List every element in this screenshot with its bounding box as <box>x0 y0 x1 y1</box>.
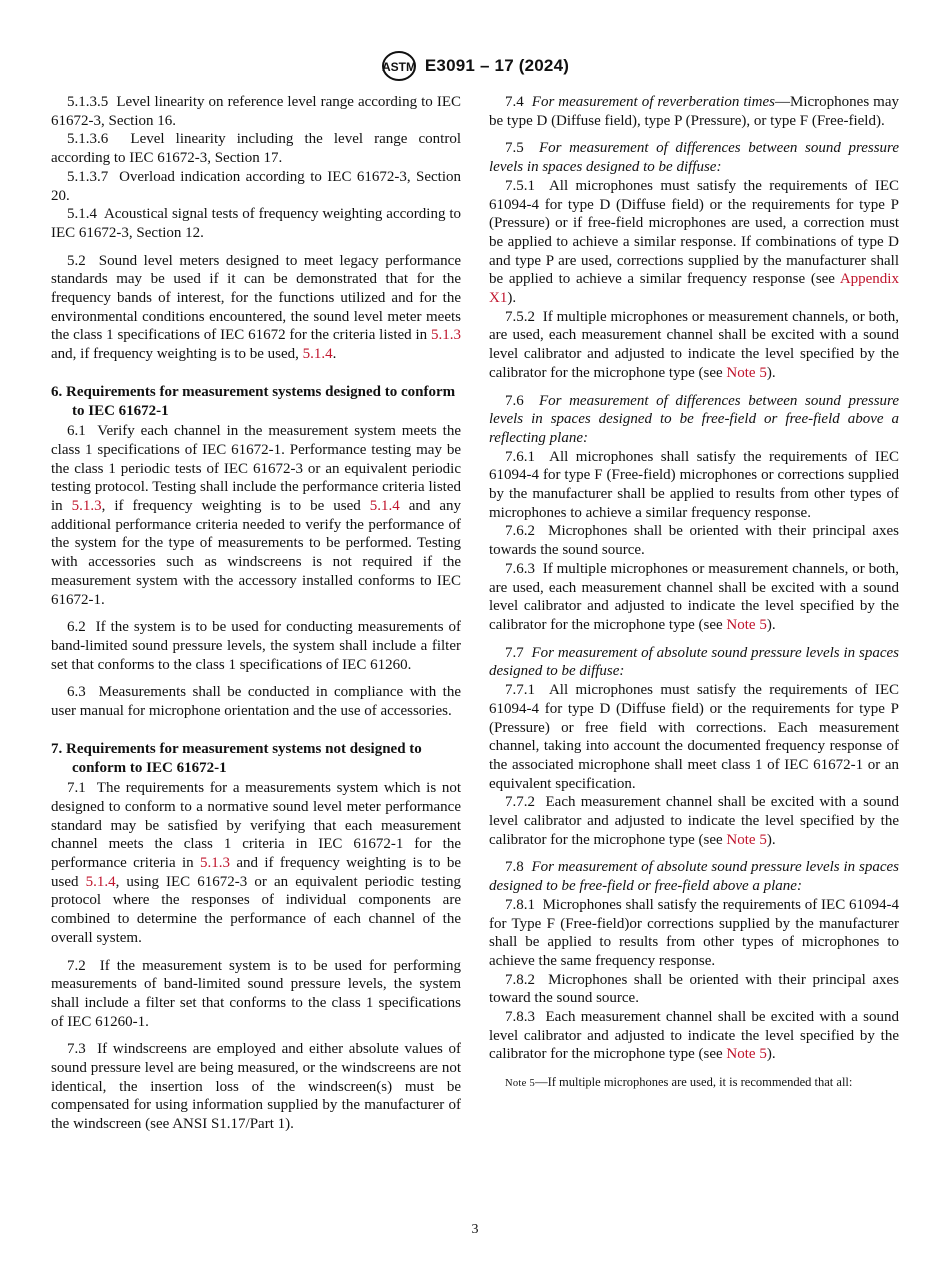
section-7-7-2: 7.7.2 Each measurement channel shall be excited with a sound level calibrator and adjusted to indicate the level specified by the calibrator for the microphone type (see Note 5). <box>489 794 900 848</box>
section-7-8-3: 7.8.3 Each measurement channel shall be excited with a sound level calibrator and adjusted to indicate the level specified by the calibrator for the microphone type (see Note 5). <box>489 1009 900 1063</box>
left-column <box>51 93 461 1134</box>
section-5-1-3-6: 5.1.3.6 Level linearity including the level range control according to IEC 61672-3, Section 17. <box>51 131 461 167</box>
link-5-1-4[interactable]: 5.1.4 <box>302 346 333 363</box>
link-5-1-4[interactable]: 5.1.4 <box>85 873 116 890</box>
note-5-label: Note 5 <box>505 1078 536 1090</box>
section-7-1: 7.1 The requirements for a measurements system which is not designed to conform to a normative sound level meter performance standard may be satisfied by verifying that each measurement channel meets the class 1 criteria in IEC 61672-1 for the performance criteria in 5.1.3 and if frequency weighting is to be used 5.1.4, using IEC 61672-3 or an equivalent periodic testing protocol where the responses of individual components are combined to determine the performance of each channel of the overall system. <box>51 780 462 946</box>
section-7-3: 7.3 If windscreens are employed and either absolute values of sound pressure level are being measured, or the windscreens are not identical, the insertion loss of the windscreen(s) must be compensated for using information supplied by the manufacturer of the windscreen (see ANSI S1.17/Part 1). <box>51 1041 462 1133</box>
right-column <box>489 93 899 1094</box>
link-5-1-3[interactable]: 5.1.3 <box>199 855 230 872</box>
section-7-8-2: 7.8.2 Microphones shall be oriented with their principal axes toward the sound source. <box>489 971 899 1007</box>
link-note-5[interactable]: Note 5 <box>726 364 767 381</box>
section-5-1-3-5: 5.1.3.5 Level linearity on reference level range according to IEC 61672-3, Section 16. <box>51 94 462 129</box>
section-6-3: 6.3 Measurements shall be conducted in compliance with the user manual for microphone orientation and the use of accessories. <box>51 684 461 720</box>
section-7-8-1: 7.8.1 Microphones shall satisfy the requirements of IEC 61094-4 for Type F (Free-field)or corrections supplied by the manufacturer shall be applied to results from other types of microphones to achieve the same frequency response. <box>489 896 899 969</box>
standard-designation: E3091 – 17 (2024) <box>424 56 570 75</box>
link-5-1-3[interactable]: 5.1.3 <box>71 498 102 515</box>
link-5-1-4[interactable]: 5.1.4 <box>369 498 400 515</box>
section-7-2: 7.2 If the measurement system is to be used for performing measurements of band-limited sound pressure levels, the system shall include a filter set that conforms to the class 1 specifications of IEC 61260-1. <box>51 957 461 1030</box>
link-note-5[interactable]: Note 5 <box>726 616 767 633</box>
heading-section-7: 7. Requirements for measurement systems not designed to conform to IEC 61672-1 <box>51 740 422 776</box>
link-note-5[interactable]: Note 5 <box>726 831 767 848</box>
section-7-5-1: 7.5.1 All microphones must satisfy the requirements of IEC 61094-4 for type D (Diffuse field) or the requirements for type P (Pressure) or if free-field microphones are used, a correction must be applied to achieve a similar response. If combinations of type D and type P are used, corrections supplied by the manufacturer shall be applied to achieve a similar frequency response (see Appendix X1). <box>489 177 899 307</box>
section-7-5-2: 7.5.2 If multiple microphones or measurement channels, or both, are used, each measurement channel shall be excited with a sound level calibrator and adjusted to indicate the level specified by the calibrator for the microphone type (see Note 5). <box>489 308 899 381</box>
section-7-5: 7.5 For measurement of differences between sound pressure levels in spaces designed to be diffuse: <box>489 140 899 176</box>
link-note-5[interactable]: Note 5 <box>726 1046 767 1063</box>
section-6-2: 6.2 If the system is to be used for conducting measurements of band-limited sound pressure levels, the system shall include a filter set that conforms to the class 1 specifications of IEC 61260. <box>51 619 462 673</box>
section-7-4: 7.4 For measurement of reverberation times—Microphones may be type D (Diffuse field), type P (Pressure), or type F (Free-field). <box>489 94 900 129</box>
note-5: Note 5—If multiple microphones are used, it is recommended that all: <box>505 1075 853 1090</box>
section-5-2: 5.2 Sound level meters designed to meet legacy performance standards may be used if it can be demonstrated that for the frequency bands of interest, for the functions utilized and for the environmental conditions encountered, the sound level meter meets the class 1 specifications of IEC 61672 for the criteria listed in 5.1.3 and, if frequency weighting is to be used, 5.1.4. <box>51 252 461 363</box>
section-7-7-1: 7.7.1 All microphones must satisfy the requirements of IEC 61094-4 for type D (Diffuse field) or the requirements for type P (Pressure) or free field with corrections. Each measurement channel, taking into account the documented frequency response of the associated microphone shall meet class 1 of IEC 61672-1 or an equivalent specification. <box>489 682 899 792</box>
link-5-1-3[interactable]: 5.1.3 <box>431 327 461 344</box>
section-7-6: 7.6 For measurement of differences between sound pressure levels in spaces designed to be free-field or free-field above a reflecting plane: <box>489 392 899 446</box>
section-5-1-3-7: 5.1.3.7 Overload indication according to IEC 61672-3, Section 20. <box>51 168 461 204</box>
page-number: 3 <box>471 1222 479 1237</box>
section-5-1-4: 5.1.4 Acoustical signal tests of frequency weighting according to IEC 61672-3, Section 12. <box>51 206 461 241</box>
section-7-6-3: 7.6.3 If multiple microphones or measurement channels, or both, are used, each measurement channel shall be excited with a sound level calibrator and adjusted to indicate the level specified by the calibrator for the microphone type (see Note 5). <box>489 560 899 633</box>
section-7-6-2: 7.6.2 Microphones shall be oriented with their principal axes towards the sound source. <box>489 523 899 559</box>
section-6-1: 6.1 Verify each channel in the measurement system meets the class 1 specifications of IEC 61672-1. Performance testing may be the class 1 periodic tests of IEC 61672-3 or an equivalent periodic testing protocol. Testing shall include the performance criteria listed in 5.1.3, if frequency weighting is to be used 5.1.4 and any additional performance criteria needed to verify the performance of the system for the type of measurements to be performed. Testing with accessories such as windscreens is not required if the measurement system with the accessory installed conforms to IEC 61672-1. <box>51 423 462 608</box>
link-appendix-x1[interactable]: Appendix X1 <box>489 271 899 307</box>
astm-logo-text: ASTM <box>381 60 416 74</box>
astm-logo-icon <box>381 50 417 82</box>
section-7-8: 7.8 For measurement of absolute sound pressure levels in spaces designed to be free-field or free-field above a plane: <box>489 859 899 895</box>
heading-section-6: 6. Requirements for measurement systems designed to conform to IEC 61672-1 <box>51 383 456 419</box>
section-7-6-1: 7.6.1 All microphones shall satisfy the requirements of IEC 61094-4 for type F (Free-field) microphones or corrections supplied by the manufacturer shall be applied to results from other types of microphones to achieve a similar frequency response. <box>489 448 899 521</box>
section-7-7: 7.7 For measurement of absolute sound pressure levels in spaces designed to be diffuse: <box>489 644 899 680</box>
page-header <box>0 50 950 82</box>
